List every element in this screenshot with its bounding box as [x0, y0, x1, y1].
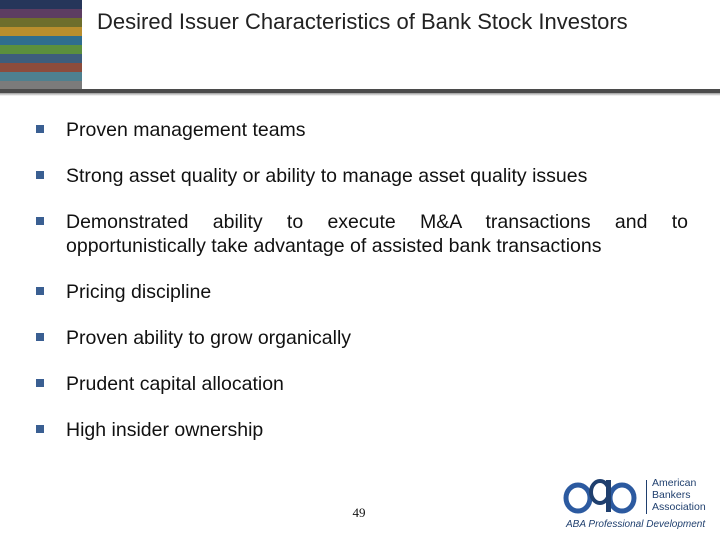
bullet-item — [36, 164, 688, 188]
stripe — [0, 45, 82, 54]
bullet-item — [36, 280, 688, 304]
logo-line-3: Association — [652, 501, 706, 513]
aba-logo — [562, 474, 720, 536]
stripe — [0, 54, 82, 63]
bullet-text: Prudent capital allocation — [66, 373, 284, 395]
bullet-square-icon — [36, 287, 44, 295]
stripe — [0, 18, 82, 27]
bullet-item — [36, 372, 688, 396]
page-number: 49 — [352, 505, 366, 520]
bullet-list — [36, 118, 688, 464]
bullet-text: Demonstrated ability to execute M&A transactions and to opportunistically take advantage of assisted bank transactions — [66, 211, 688, 257]
bullet-square-icon — [36, 125, 44, 133]
logo-line-2: Bankers — [652, 489, 691, 501]
aba-mark-icon — [562, 476, 646, 518]
bullet-square-icon — [36, 379, 44, 387]
bullet-text: High insider ownership — [66, 419, 264, 441]
slide-title: Desired Issuer Characteristics of Bank Stock Investors — [97, 9, 628, 34]
stripe — [0, 81, 82, 89]
stripe — [0, 9, 82, 18]
bullet-text: Strong asset quality or ability to manage asset quality issues — [66, 165, 588, 187]
stripe — [0, 36, 82, 45]
bullet-text: Pricing discipline — [66, 281, 212, 303]
bullet-text: Proven ability to grow organically — [66, 327, 352, 349]
bullet-item — [36, 418, 688, 442]
header-stripe-block — [0, 0, 82, 89]
logo-line-1: American — [652, 477, 697, 489]
stripe — [0, 63, 82, 72]
stripe — [0, 72, 82, 81]
bullet-square-icon — [36, 171, 44, 179]
bullet-text: Proven management teams — [66, 119, 306, 141]
bullet-item — [36, 118, 688, 142]
bullet-square-icon — [36, 333, 44, 341]
logo-divider — [646, 480, 647, 514]
logo-wordmark — [652, 477, 706, 513]
stripe — [0, 27, 82, 36]
bullet-square-icon — [36, 425, 44, 433]
bullet-item — [36, 326, 688, 350]
bullet-item — [36, 210, 688, 258]
bullet-square-icon — [36, 217, 44, 225]
logo-tagline: ABA Professional Development — [566, 519, 706, 530]
stripe — [0, 0, 82, 9]
header-shadow — [0, 93, 720, 96]
